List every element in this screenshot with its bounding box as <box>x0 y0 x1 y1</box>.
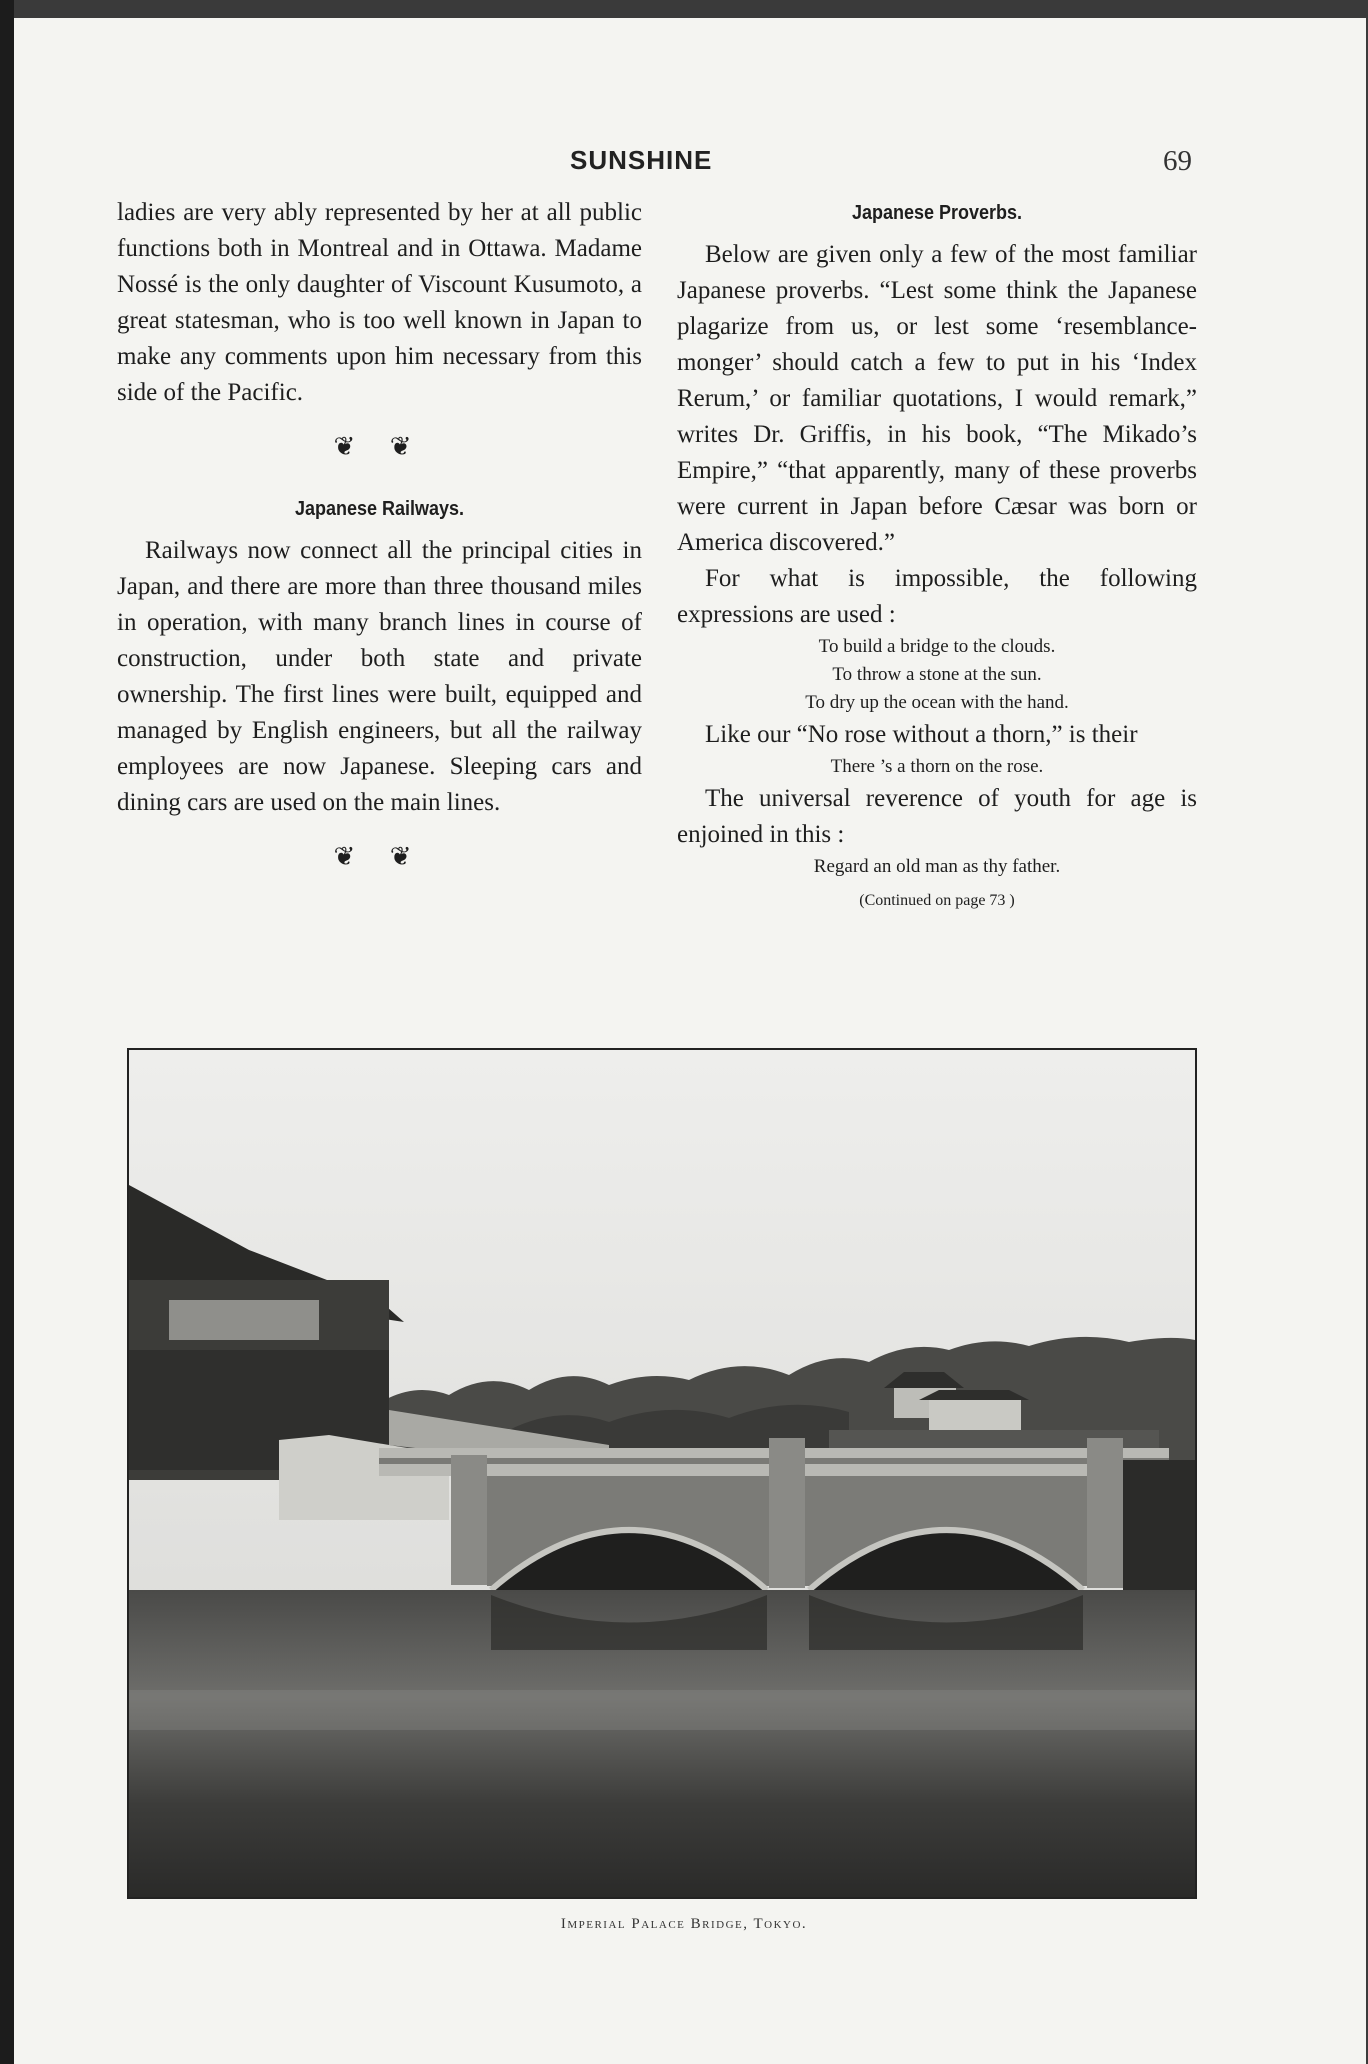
right-column <box>677 195 1197 913</box>
proverbs-paragraph-4: The universal reverence of youth for age is enjoined in this : <box>677 785 1197 848</box>
proverb-quote: To throw a stone at the sun. <box>832 664 1042 685</box>
running-title: SUNSHINE <box>570 145 713 175</box>
railways-heading: Japanese Railways. <box>294 498 465 520</box>
left-column <box>117 195 642 901</box>
proverbs-paragraph-3: Like our “No rose without a thorn,” is their <box>705 721 1138 748</box>
proverbs-heading: Japanese Proverbs. <box>851 202 1023 224</box>
bridge-photo-image <box>129 1050 1195 1897</box>
page-number: 69 <box>1163 145 1192 177</box>
ornament-divider: ❦ ❦ <box>333 432 426 461</box>
proverb-quote: To dry up the ocean with the hand. <box>805 692 1069 713</box>
left-paragraph-1: ladies are very ably represented by her at all public functions both in Montreal and in Ottawa. Madame Nossé is the only daughter of Viscount Kusumoto, a great statesman, who is too well known in Japan to make any comments upon him necessary from this side of the Pacific. <box>117 199 642 406</box>
proverb-quote: To build a bridge to the clouds. <box>818 636 1056 657</box>
proverbs-paragraph-1: Below are given only a few of the most familiar Japanese proverbs. “Lest some think the Japanese plagarize from us, or lest some ‘resemblance-monger’ should catch a few to put in his ‘Index Rerum,’ or familiar quotations, I would remark,” writes Dr. Griffis, in his book, “The Mikado’s Empire,” “that apparently, many of these proverbs were current in Japan before Cæsar was born or America discovered.” <box>677 241 1197 556</box>
continued-note: (Continued on page 73 ) <box>859 892 1015 909</box>
bridge-photograph <box>127 1048 1197 1899</box>
proverb-quote: Regard an old man as thy father. <box>813 856 1061 877</box>
proverbs-paragraph-2: For what is impossible, the following expressions are used : <box>677 565 1197 628</box>
ornament-divider: ❦ ❦ <box>333 842 426 871</box>
proverb-quote: There ’s a thorn on the rose. <box>830 756 1044 777</box>
book-binding <box>0 0 14 2064</box>
photo-caption: Imperial Palace Bridge, Tokyo. <box>560 1916 808 1932</box>
railways-paragraph: Railways now connect all the principal cities in Japan, and there are more than three thousand miles in operation, with many branch lines in course of construction, under both state and private ownership. The first lines were built, equipped and managed by English engineers, but all the railway employees are now Japanese. Sleeping cars and dining cars are used on the main lines. <box>117 537 642 816</box>
